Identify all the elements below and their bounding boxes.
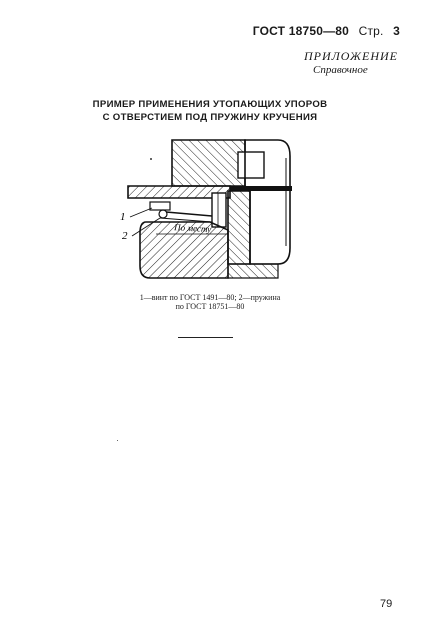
heading-line-1: ПРИМЕР ПРИМЕНЕНИЯ УТОПАЮЩИХ УПОРОВ <box>92 99 328 110</box>
header-page-number: 3 <box>393 24 400 38</box>
speck-mark <box>117 440 118 441</box>
figure-caption <box>110 293 310 311</box>
caption-line-2: по ГОСТ 18751—80 <box>175 302 245 311</box>
callout-2: 2 <box>122 230 128 242</box>
appendix-title: ПРИЛОЖЕНИЕ <box>304 49 398 63</box>
center-body <box>228 191 250 264</box>
spring-arm <box>166 212 212 216</box>
spring-coil <box>159 210 167 218</box>
stopper <box>212 193 226 227</box>
screw <box>150 202 170 210</box>
running-header <box>253 24 400 38</box>
technical-drawing <box>110 138 310 283</box>
caption-line-1: 1—винт по ГОСТ 1491—80; 2—пружина <box>139 293 281 302</box>
footer-page-number: 79 <box>380 598 393 610</box>
heading-line-2: С ОТВЕРСТИЕМ ПОД ПРУЖИНУ КРУЧЕНИЯ <box>102 112 318 123</box>
standard-number: ГОСТ 18750—80 <box>252 24 350 38</box>
separator-rule <box>178 337 233 338</box>
dimension-note: По месту <box>173 222 212 235</box>
section-heading <box>90 98 330 124</box>
appendix-subtitle: Справочное <box>313 64 368 76</box>
callout-1: 1 <box>120 211 126 223</box>
leader-1 <box>130 208 152 217</box>
upper-bore <box>238 152 264 178</box>
right-body <box>228 264 278 278</box>
page-label: Стр. <box>358 24 384 38</box>
upper-block <box>172 140 245 186</box>
